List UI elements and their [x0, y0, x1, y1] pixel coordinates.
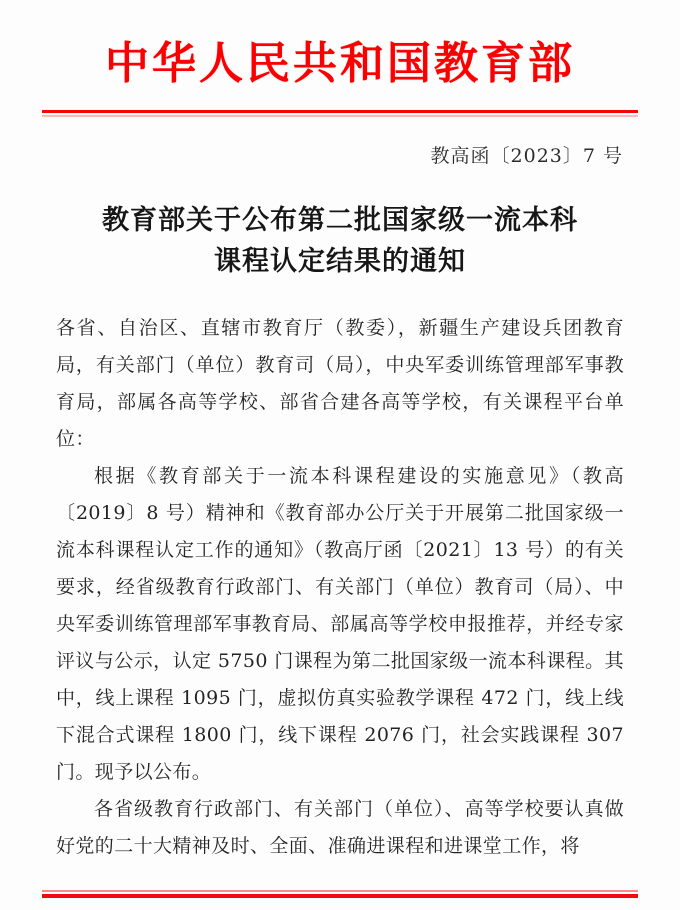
document-number: 教高函〔2023〕7 号: [430, 145, 623, 167]
footer-divider-thick-line: [42, 894, 638, 898]
document-number-row: [57, 141, 623, 168]
masthead-title: 中华人民共和国教育部: [105, 38, 575, 89]
document-title: [60, 200, 620, 282]
body-paragraph-1: 根据《教育部关于一流本科课程建设的实施意见》（教高〔2019〕8 号）精神和《教育部办公厅关于开展第二批国家级一流本科课程认定工作的通知》（教高厅函〔2021〕13 号）的有关要求，经省级教育行政部门、有关部门（单位）教育司（局）、中央军委训练管理部军事教育局、部属高等学校申报推荐，并经专家评议与公示，认定 5750 门课程为第二批国家级一流本科课程。其中，线上课程 1095 门，虚拟仿真实验教学课程 472 门，线上线下混合式课程 1800 门，线下课程 2076 门，社会实践课程 307 门。现予以公布。: [56, 465, 624, 783]
masthead: [0, 0, 680, 92]
header-divider-thin-line: [42, 115, 638, 117]
body-paragraph-2: 各省级教育行政部门、有关部门（单位）、高等学校要认真做好党的二十大精神及时、全面、准确进课程和进课堂工作，将: [56, 798, 624, 857]
footer-divider: [42, 890, 638, 898]
header-divider: [42, 110, 638, 117]
document-title-line-2: 课程认定结果的通知: [214, 246, 466, 277]
document-title-line-1: 教育部关于公布第二批国家级一流本科: [102, 205, 578, 236]
recipients-block: 各省、自治区、直辖市教育厅（教委），新疆生产建设兵团教育局，有关部门（单位）教育司（局），中央军委训练管理部军事教育局，部属各高等学校、部省合建各高等学校，有关课程平台单位：: [56, 317, 624, 450]
document-body: [56, 310, 624, 865]
